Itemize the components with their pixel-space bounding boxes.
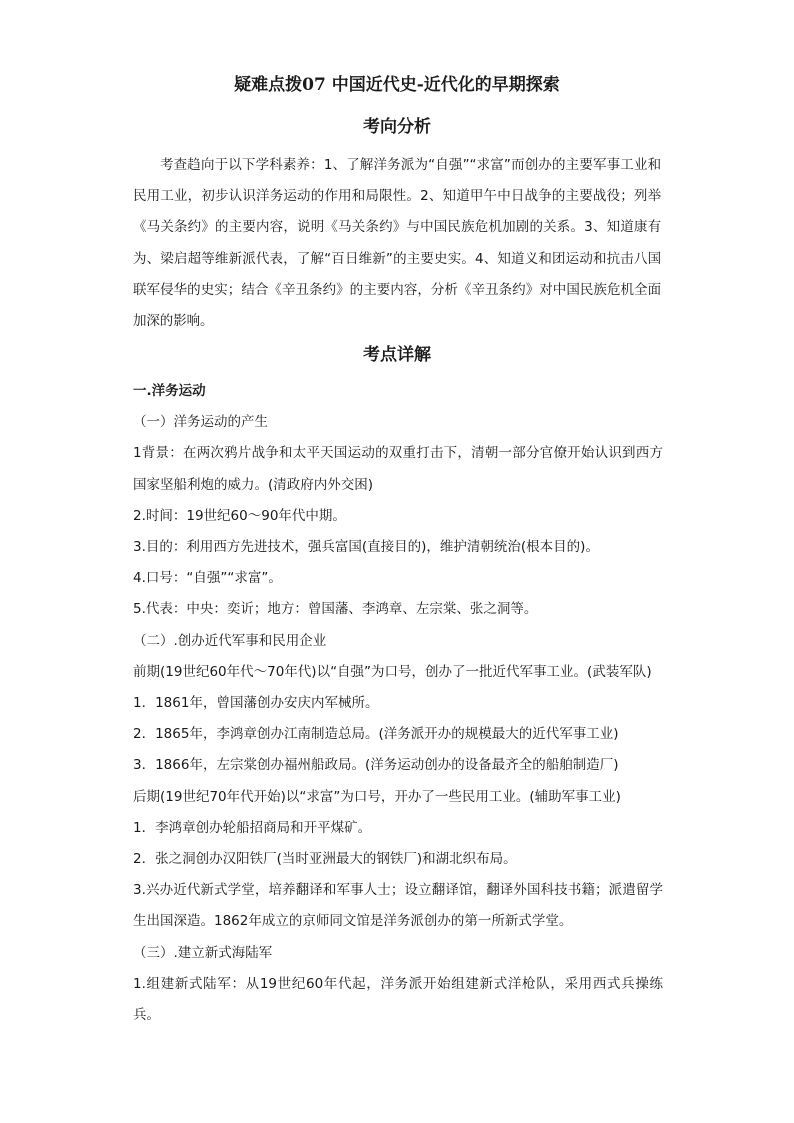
content-paragraph: 1．1861年，曾国藩创办安庆内军械所。 <box>133 695 379 712</box>
content-paragraph: 3.目的：利用西方先进技术，强兵富国(直接目的)，维护清朝统治(根本目的)。 <box>133 539 599 556</box>
content-paragraph: 1背景：在两次鸦片战争和太平天国运动的双重打击下，清朝一部分官僚开始认识到西方国家坚船利炮的威力。(清政府内外交困) <box>133 445 663 493</box>
content-paragraph: 2．1865年，李鸿章创办江南制造总局。(洋务派开办的规模最大的近代军事工业) <box>133 726 619 743</box>
document-title: 疑难点拨07 中国近代史-近代化的早期探索 <box>234 75 560 95</box>
subsection-heading: （二）.创办近代军事和民用企业 <box>133 632 327 649</box>
content-paragraph: 1.组建新式陆军：从19世纪60年代起，洋务派开始组建新式洋枪队，采用西式兵操练兵。 <box>133 975 663 1024</box>
topic-heading: 一.洋务运动 <box>133 383 206 399</box>
section-heading-details: 考点详解 <box>363 345 431 365</box>
content-paragraph: 4.口号：“自强”“求富”。 <box>133 570 282 587</box>
section-heading-analysis: 考向分析 <box>363 117 431 137</box>
content-paragraph: 5.代表：中央：奕䜣；地方：曾国藩、李鸿章、左宗棠、张之洞等。 <box>133 601 538 618</box>
intro-paragraph: 考查趋向于以下学科素养：1、了解洋务派为“自强”“求富”而创办的主要军事工业和民用工业，初步认识洋务运动的作用和局限性。2、知道甲午中日战争的主要战役；列举《马关条约》的主要内容，说明《马关条约》与中国民族危机加剧的关系。3、知道康有为、梁启超等维新派代表，了解“百日维新”的主要史实。4、知道义和团运动和抗击八国联军侵华的史实；结合《辛丑条约》的主要内容，分析《辛丑条约》对中国民族危机全面加深的影响。 <box>133 157 661 330</box>
content-paragraph: 2.时间：19世纪60～90年代中期。 <box>133 507 346 524</box>
content-paragraph: 后期(19世纪70年代开始)以“求富”为口号，开办了一些民用工业。(辅助军事工业) <box>133 788 621 805</box>
content-paragraph: 前期(19世纪60年代～70年代)以“自强”为口号，创办了一批近代军事工业。(武装军队) <box>133 663 652 680</box>
content-paragraph: 1．李鸿章创办轮船招商局和开平煤矿。 <box>133 819 372 836</box>
subsection-heading: （三）.建立新式海陆军 <box>133 944 273 961</box>
subsection-heading: （一）洋务运动的产生 <box>133 414 268 431</box>
content-paragraph: 2．张之洞创办汉阳铁厂(当时亚洲最大的钢铁厂)和湖北织布局。 <box>133 851 517 868</box>
content-paragraph: 3.兴办近代新式学堂，培养翻译和军事人士；设立翻译馆，翻译外国科技书籍；派遣留学生出国深造。1862年成立的京师同文馆是洋务派创办的第一所新式学堂。 <box>133 882 663 930</box>
details-content <box>133 376 663 1031</box>
content-paragraph: 3．1866年，左宗棠创办福州船政局。(洋务运动创办的设备最齐全的船舶制造厂) <box>133 757 619 774</box>
